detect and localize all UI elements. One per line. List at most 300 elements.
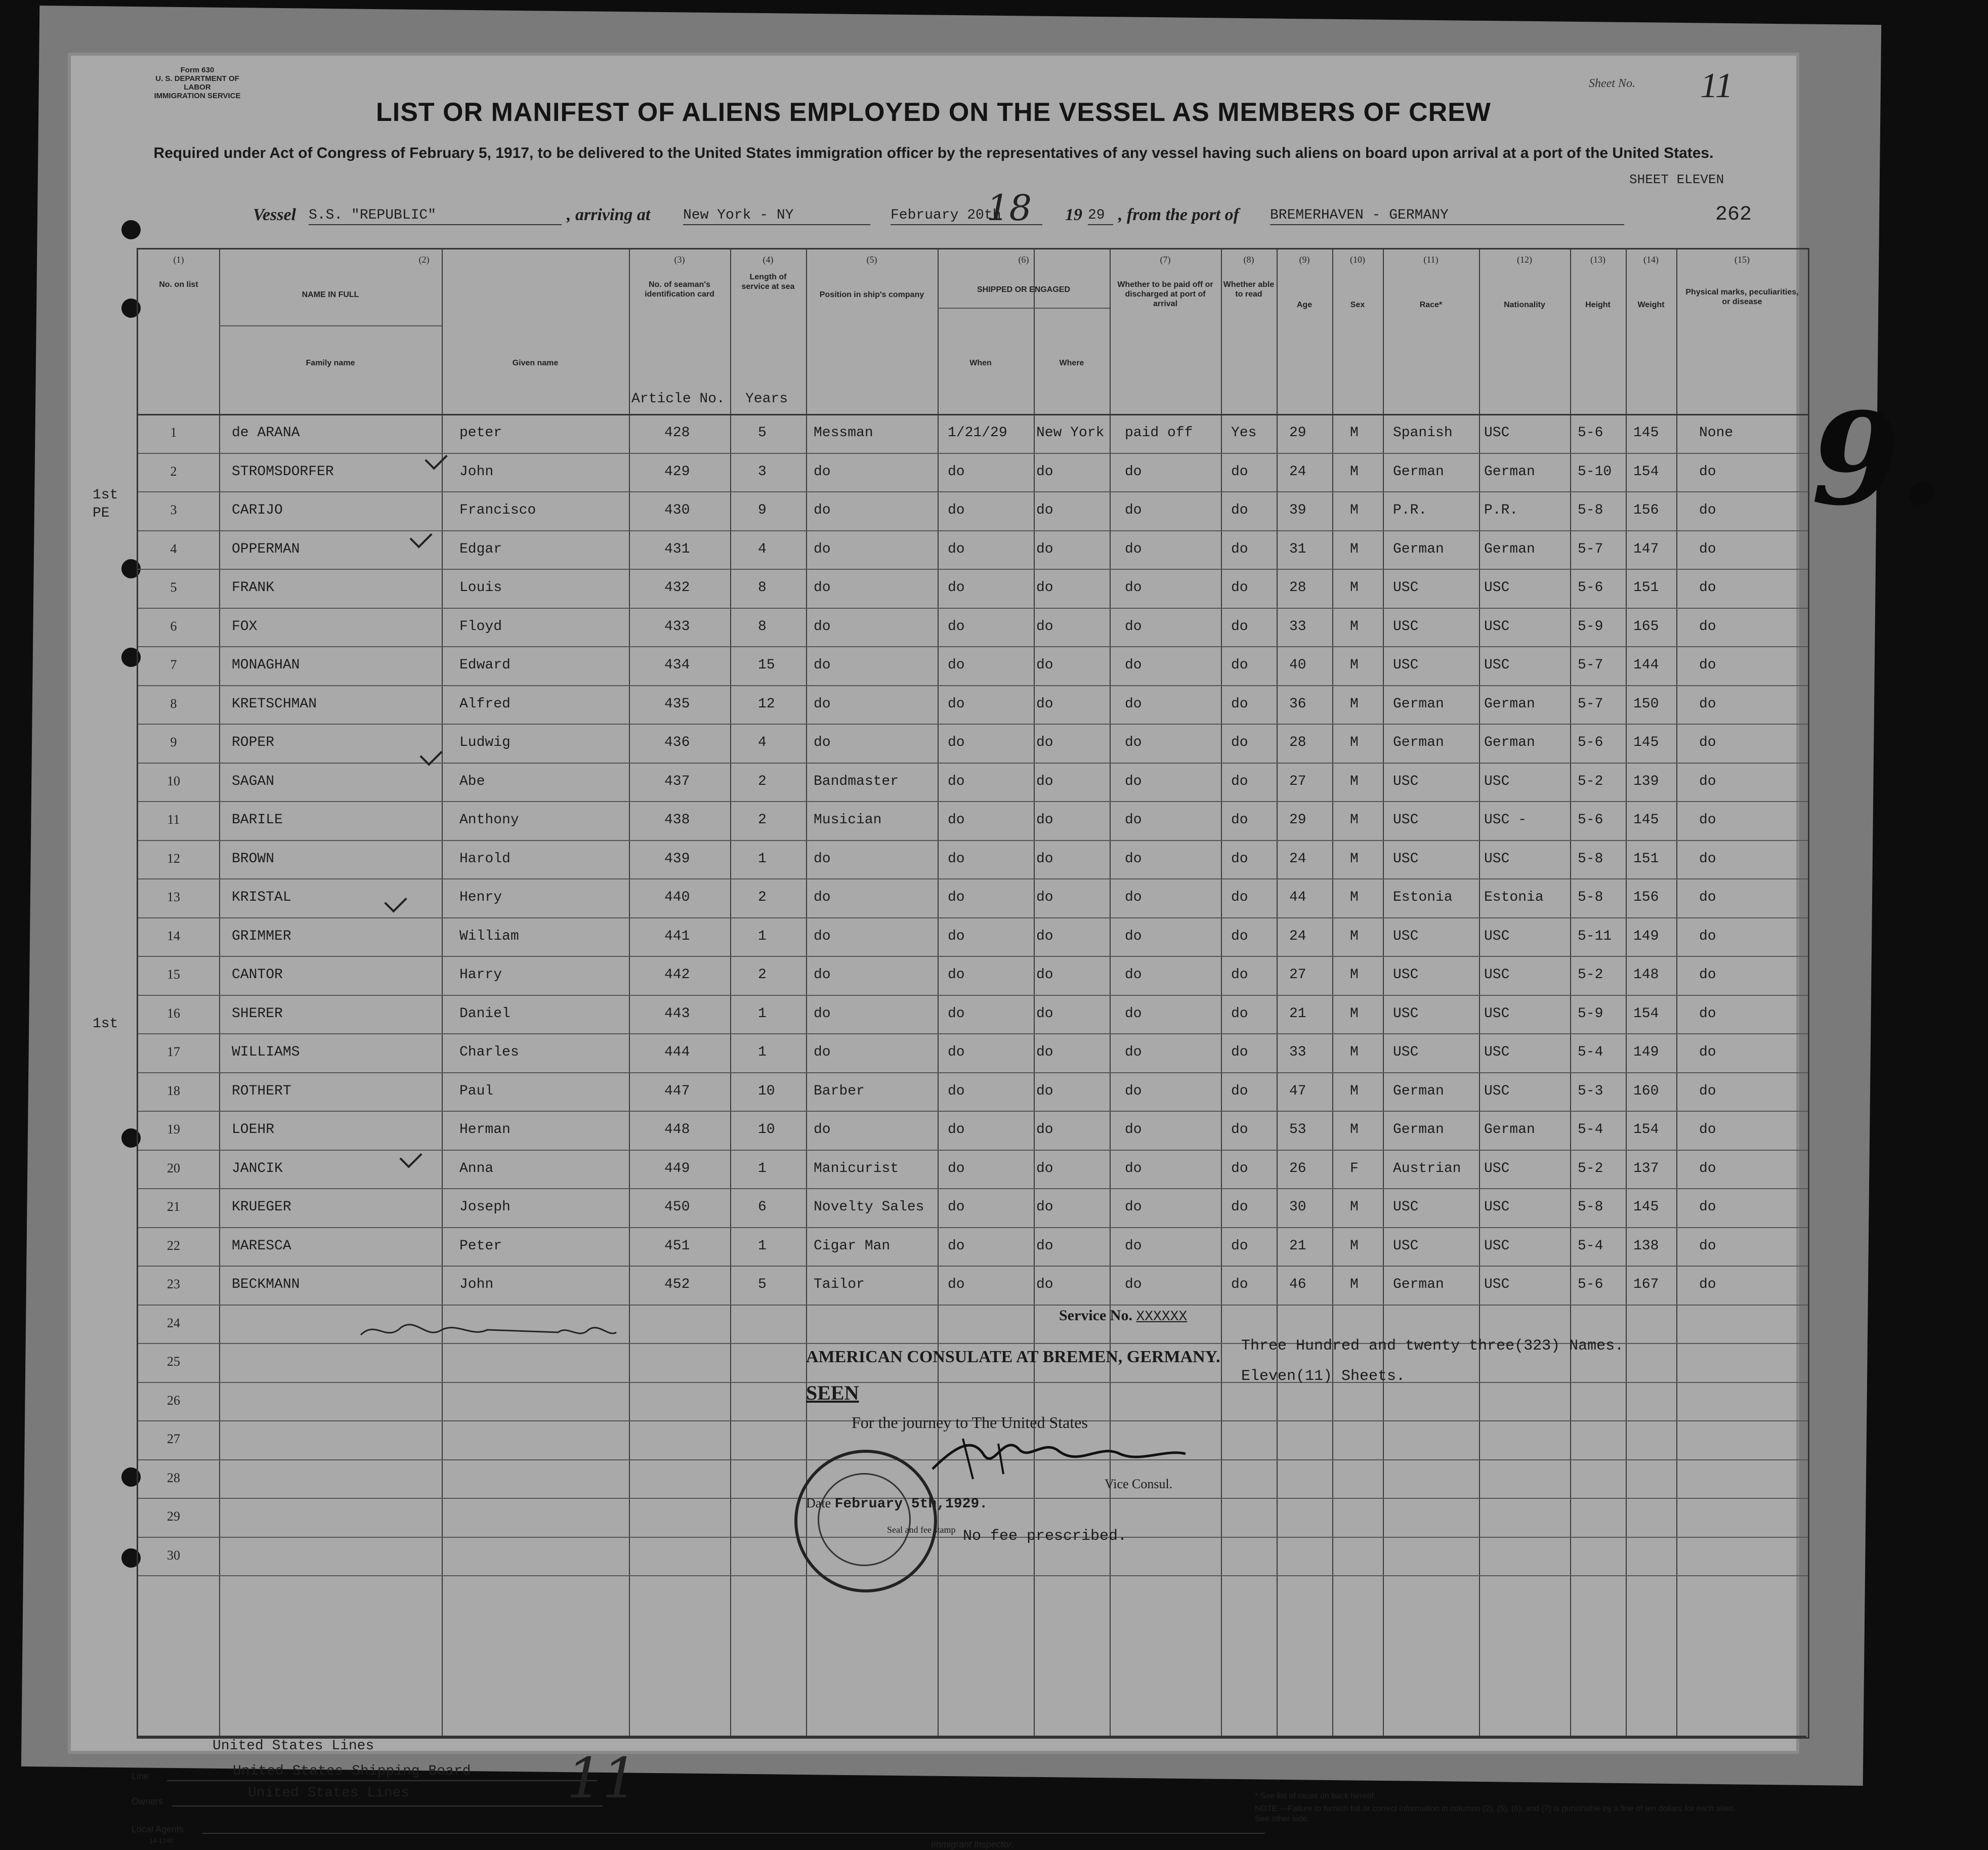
col-head-age: Age [1296,301,1313,309]
given-name: Edgar [459,541,502,557]
col-head-position: Position in ship's company [819,290,924,299]
age: 26 [1289,1160,1306,1176]
nationality: German [1484,541,1535,557]
weight: 167 [1633,1277,1659,1292]
row-number: 22 [167,1238,180,1253]
handwritten-eleven: 11 [567,1746,638,1811]
family-name: OPPERMAN [232,541,300,557]
row-number: 28 [167,1470,180,1485]
physical-marks: do [1699,696,1716,712]
sheet-no-label: Sheet No. [1589,77,1635,90]
service-years: 10 [758,1122,775,1138]
paid-off: do [1125,1199,1142,1215]
nationality: USC [1484,1083,1510,1099]
able-to-read: do [1231,1005,1248,1022]
sex: M [1350,1083,1359,1099]
weight: 156 [1633,890,1659,905]
service-years: 15 [758,657,775,673]
weight: 148 [1633,967,1659,983]
card-number: 434 [664,657,690,673]
nationality: USC [1484,1160,1510,1176]
shipped-when: do [948,928,965,944]
nationality: P.R. [1484,502,1518,518]
position: do [814,657,831,673]
col-num-11: (11) [1423,255,1439,265]
col-num-12: (12) [1517,255,1532,265]
row-number: 25 [167,1354,180,1369]
card-number: 437 [664,773,690,789]
age: 44 [1289,890,1306,905]
service-years: 2 [758,812,767,828]
given-name: Edward [459,657,511,673]
height: 5-11 [1578,928,1612,944]
col-typed-article: Article No. [631,391,725,407]
race: P.R. [1393,502,1427,518]
nationality: German [1484,696,1535,712]
family-name: KRETSCHMAN [232,696,317,712]
handwritten-annotation [356,1315,619,1350]
col-num-1: (1) [173,255,184,265]
age: 27 [1289,967,1306,983]
race: USC [1393,967,1419,983]
shipped-where: do [1036,618,1053,635]
shipped-where: do [1036,696,1053,712]
able-to-read: do [1231,1277,1248,1292]
weight: 149 [1633,928,1659,944]
weight: 145 [1633,735,1659,750]
race: USC [1393,773,1419,789]
age: 31 [1289,541,1306,557]
col-head-service: Length of service at sea [741,273,795,291]
nationality: USC [1484,580,1510,596]
card-number: 430 [664,502,690,518]
row-number: 1 [170,425,177,440]
position: do [814,967,831,983]
sex: M [1350,1238,1359,1254]
shipped-when: do [948,1122,965,1138]
given-name: Paul [459,1083,494,1099]
weight: 145 [1633,1199,1659,1215]
paid-off: do [1125,967,1142,983]
shipped-when: do [948,1199,965,1215]
line-label: Line [132,1771,149,1781]
service-years: 2 [758,890,767,905]
paid-off: do [1125,928,1142,944]
age: 30 [1289,1199,1306,1215]
col-head-read: Whether able to read [1223,280,1275,299]
arriving-label: , arriving at [567,205,651,224]
sex: M [1350,696,1359,712]
position: do [814,696,831,712]
family-name: STROMSDORFER [232,464,334,480]
weight: 144 [1633,657,1659,673]
family-name: ROPER [232,735,275,750]
able-to-read: do [1231,502,1248,518]
height: 5-7 [1578,541,1603,557]
service-years: 1 [758,851,767,867]
physical-marks: do [1699,1238,1716,1254]
paid-off: do [1125,851,1142,867]
given-name: Abe [459,773,485,789]
col-num-6: (6) [1018,255,1029,265]
service-years: 2 [758,967,767,983]
able-to-read: do [1231,851,1248,867]
physical-marks: do [1699,851,1716,867]
position: do [814,580,831,596]
able-to-read: do [1231,541,1248,557]
inspector-label: Immigrant Inspector. [931,1839,1014,1849]
col-num-5: (5) [866,255,877,265]
service-name: IMMIGRATION SERVICE [154,92,241,100]
shipped-when: do [948,541,965,557]
position: do [814,464,831,480]
total-sheets: Eleven(11) Sheets. [1241,1368,1406,1385]
able-to-read: do [1231,696,1248,712]
height: 5-7 [1578,657,1603,673]
check-mark [425,447,447,470]
race-note: * See list of races on back hereof. [1255,1792,1376,1800]
row-number: 14 [167,928,180,943]
given-name: Alfred [459,696,511,712]
row-number: 17 [167,1044,180,1059]
nationality: USC [1484,1044,1510,1060]
paid-off: paid off [1125,425,1193,441]
position: Cigar Man [814,1238,891,1254]
total-names: Three Hundred and twenty three(323) Names. [1241,1337,1624,1355]
paid-off: do [1125,502,1142,518]
family-name: MONAGHAN [232,657,300,673]
family-name: WILLIAMS [232,1044,300,1060]
physical-marks: do [1699,618,1716,635]
position: Novelty Sales [814,1199,924,1215]
position: do [814,851,831,867]
physical-marks: do [1699,1044,1716,1060]
sex: M [1350,735,1359,750]
race: German [1393,541,1444,557]
race: USC [1393,657,1419,673]
given-name: Ludwig [459,735,511,750]
sex: M [1350,580,1359,596]
row-number: 27 [167,1432,180,1446]
physical-marks: do [1699,541,1716,557]
nationality: German [1484,1122,1535,1138]
physical-marks: do [1699,928,1716,944]
sex: M [1350,1122,1359,1138]
service-years: 2 [758,773,767,789]
row-number: 7 [170,657,177,672]
race: German [1393,1277,1444,1292]
physical-marks: do [1699,967,1716,983]
year-value: 29 [1088,207,1113,225]
shipped-where: do [1036,1199,1053,1215]
family-name: ROTHERT [232,1083,291,1099]
sex: M [1350,618,1359,635]
able-to-read: do [1231,618,1248,635]
col-num-15: (15) [1735,255,1750,265]
line-value-1: United States Lines [213,1738,374,1754]
sex: M [1350,967,1359,983]
year-prefix: 19 [1065,205,1082,224]
shipped-where: do [1036,1005,1053,1022]
sex: M [1350,425,1359,441]
shipped-when: do [948,1044,965,1060]
service-years: 12 [758,696,775,712]
age: 24 [1289,464,1306,480]
col-head-family: Family name [306,359,355,367]
shipped-where: do [1036,890,1053,905]
nationality: USC [1484,773,1510,789]
shipped-where: do [1036,735,1053,750]
race: USC [1393,1238,1419,1254]
given-name: Anthony [459,812,519,828]
service-no-value: XXXXXX [1136,1309,1188,1325]
shipped-where: do [1036,1160,1053,1176]
col-head-where: Where [1059,359,1084,367]
position: do [814,618,831,635]
able-to-read: do [1231,812,1248,828]
paid-off: do [1125,580,1142,596]
race: German [1393,1122,1444,1138]
able-to-read: do [1231,1122,1248,1138]
owners-label: Owners [132,1796,163,1806]
col-num-8: (8) [1243,255,1254,265]
col-head-shipped: SHIPPED OR ENGAGED [977,285,1071,294]
given-name: Daniel [459,1005,511,1022]
shipped-when: do [948,890,965,905]
row-number: 2 [170,464,177,479]
service-years: 9 [758,502,767,518]
col-num-4: (4) [763,255,774,265]
family-name: BECKMANN [232,1277,300,1292]
arrival-date: February 20th [891,207,1042,225]
card-number: 439 [664,851,690,867]
card-number: 449 [664,1160,690,1176]
given-name: Harry [459,967,502,983]
row-number: 9 [170,735,177,749]
vice-consul-label: Vice Consul. [1105,1477,1173,1491]
family-name: de ARANA [232,425,300,441]
paid-off: do [1125,1044,1142,1060]
from-port: BREMERHAVEN - GERMANY [1270,207,1624,225]
position: do [814,541,831,557]
paid-off: do [1125,1238,1142,1254]
height: 5-2 [1578,773,1603,789]
row-number: 30 [167,1547,180,1563]
col-head-no: No. on list [159,280,198,289]
height: 5-6 [1578,812,1603,828]
punch-hole [121,220,141,239]
shipped-where: do [1036,1083,1053,1099]
shipped-where: do [1036,464,1053,480]
physical-marks: do [1699,735,1716,750]
given-name: Anna [459,1160,494,1176]
position: Musician [814,812,882,828]
height: 5-4 [1578,1122,1603,1138]
physical-marks: do [1699,657,1716,673]
age: 27 [1289,773,1306,789]
card-number: 433 [664,618,690,635]
shipped-when: do [948,1083,965,1099]
race: Estonia [1393,890,1453,905]
check-mark [409,525,432,548]
position: do [814,1122,831,1138]
service-years: 5 [758,1277,767,1292]
nationality: Estonia [1484,890,1544,905]
height: 5-6 [1578,735,1603,750]
shipped-where: do [1036,580,1053,596]
able-to-read: do [1231,928,1248,944]
race: Spanish [1393,425,1453,441]
height: 5-9 [1578,1005,1603,1022]
race: Austrian [1393,1160,1461,1176]
age: 28 [1289,735,1306,750]
col-head-name: NAME IN FULL [302,290,359,299]
race: USC [1393,1044,1419,1060]
given-name: Floyd [459,618,502,635]
service-no-label: Service No. [1059,1307,1132,1324]
family-name: CANTOR [232,967,283,983]
page-subtitle: Required under Act of Congress of February 5, 1917, to be delivered to the United States immigration officer by the representatives of any vessel having such aliens on board upon arrival at a port of the United States. [153,145,1714,161]
row-number: 3 [170,502,177,517]
shipped-where: do [1036,502,1053,518]
physical-marks: do [1699,580,1716,596]
weight: 149 [1633,1044,1659,1060]
nationality: USC - [1484,812,1527,828]
height: 5-7 [1578,696,1603,712]
card-number: 431 [664,541,690,557]
position: do [814,1044,831,1060]
able-to-read: do [1231,735,1248,750]
race: USC [1393,1199,1419,1215]
weight: 151 [1633,851,1659,867]
card-number: 444 [664,1044,690,1060]
shipped-when: do [948,502,965,518]
able-to-read: do [1231,1160,1248,1176]
row-number: 23 [167,1277,180,1291]
shipped-where: do [1036,928,1053,944]
height: 5-2 [1578,967,1603,983]
col-head-sex: Sex [1350,301,1365,309]
physical-marks: do [1699,1005,1716,1022]
weight: 150 [1633,696,1659,712]
vessel-label: Vessel [253,205,296,224]
able-to-read: do [1231,1083,1248,1099]
weight: 154 [1633,1005,1659,1022]
paid-off: do [1125,657,1142,673]
height: 5-6 [1578,1277,1603,1292]
journey-note: For the journey to The United States [852,1413,1088,1432]
family-name: GRIMMER [232,928,291,944]
crew-table [93,248,1809,1739]
col-num-7: (7) [1160,255,1171,265]
seen-stamp: SEEN [806,1381,859,1404]
card-number: 450 [664,1199,690,1215]
age: 53 [1289,1122,1306,1138]
given-name: Peter [459,1238,502,1254]
race: USC [1393,851,1419,867]
given-name: peter [459,425,502,441]
physical-marks: do [1699,1160,1716,1176]
row-number: 6 [170,618,177,634]
page-reference: 262 [1715,203,1752,226]
shipped-when: do [948,1238,965,1254]
service-years: 1 [758,1044,767,1060]
service-years: 3 [758,464,767,480]
paid-off: do [1125,1005,1142,1022]
height: 5-4 [1578,1044,1603,1060]
position: do [814,502,831,518]
sex: M [1350,773,1359,789]
race: German [1393,464,1444,480]
race: USC [1393,618,1419,635]
height: 5-2 [1578,1160,1603,1176]
height: 5-9 [1578,618,1603,635]
row-number: 18 [167,1083,180,1098]
sex: M [1350,464,1359,480]
family-name: LOEHR [232,1122,275,1138]
age: 21 [1289,1238,1306,1254]
row-number: 13 [167,890,180,904]
age: 28 [1289,580,1306,596]
col-head-nationality: Nationality [1504,301,1545,309]
card-number: 429 [664,464,690,480]
line-value-2: United States Shipping Board [233,1763,471,1779]
nationality: USC [1484,1277,1510,1292]
able-to-read: do [1231,773,1248,789]
physical-marks: do [1699,1199,1716,1215]
col-num-3: (3) [674,255,685,265]
date-label: Date [806,1496,831,1510]
weight: 145 [1633,812,1659,828]
form-number: Form 630 [180,66,215,74]
consulate-name: AMERICAN CONSULATE AT BREMEN, GERMANY. [806,1348,1220,1366]
family-name: SHERER [232,1005,283,1022]
col-head-race: Race* [1419,301,1443,309]
sex: M [1350,657,1359,673]
age: 47 [1289,1083,1306,1099]
department-name: U. S. DEPARTMENT OF LABOR [155,74,239,92]
col-num-13: (13) [1590,255,1605,265]
paid-off: do [1125,1277,1142,1292]
age: 24 [1289,851,1306,867]
sex: F [1350,1160,1359,1176]
card-number: 442 [664,967,690,983]
paid-off: do [1125,1122,1142,1138]
given-name: Louis [459,580,502,596]
family-name: BROWN [232,851,275,867]
row-number: 10 [167,773,180,788]
nationality: USC [1484,618,1510,635]
nationality: USC [1484,657,1510,673]
physical-marks: do [1699,464,1716,480]
weight: 154 [1633,1122,1659,1138]
col-typed-years: Years [745,391,788,407]
age: 33 [1289,1044,1306,1060]
service-years: 8 [758,618,767,635]
position: Manicurist [814,1160,899,1176]
physical-marks: do [1699,502,1716,518]
service-years: 5 [758,425,767,441]
service-years: 1 [758,1238,767,1254]
age: 21 [1289,1005,1306,1022]
family-name: BARILE [232,812,283,828]
sex: M [1350,928,1359,944]
shipped-when: do [948,773,965,789]
position: do [814,1005,831,1022]
family-name: KRUEGER [232,1199,291,1215]
date-correction: 18 [987,187,1032,229]
date-value: February 5th,1929. [834,1496,988,1512]
